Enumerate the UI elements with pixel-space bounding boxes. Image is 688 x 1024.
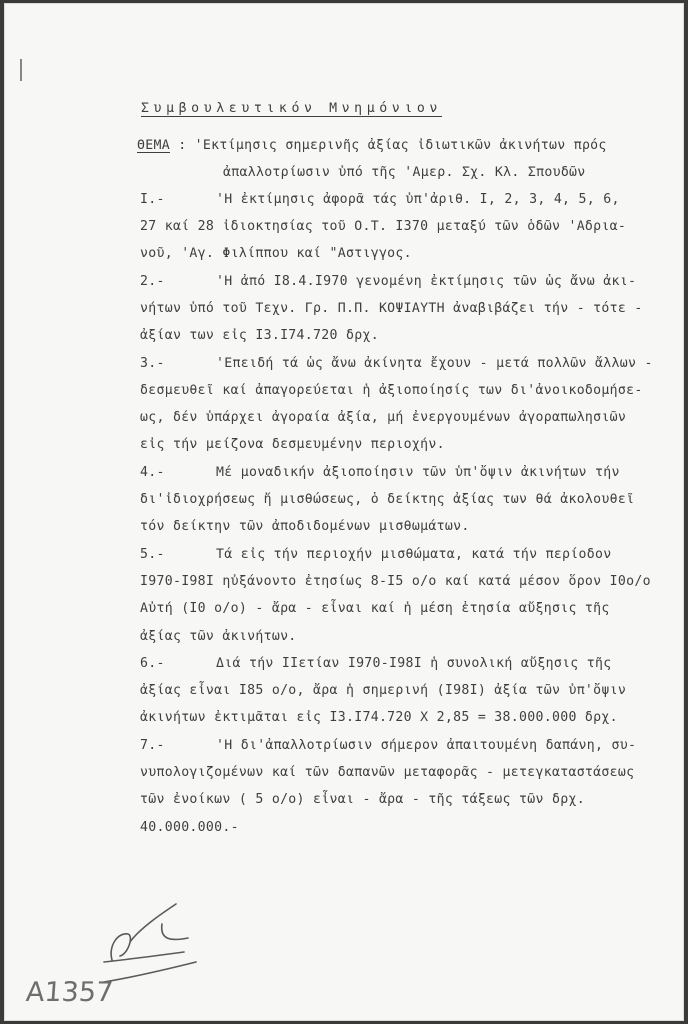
body-line (140, 246, 412, 261)
body-line (140, 601, 610, 616)
body-line (140, 765, 634, 780)
body-line (140, 574, 651, 589)
line-text: νοῦ, 'Αγ. Φιλίππου καί "Αστιγγος. (140, 246, 412, 261)
line-text: 40.000.000.- (140, 820, 239, 835)
paragraph-number: 5.- (140, 547, 165, 562)
line-text: 'Επειδή τά ὡς ἄνω ἀκίνητα ἔχουν - μετά πολλῶν ἄλλων - (216, 356, 653, 371)
paragraph-number: 4.- (140, 465, 165, 480)
line-text: 'Η ἀπό I8.4.I970 γενομένη ἐκτίμησις τῶν ὡς ἄνω ἀκι- (216, 274, 637, 289)
line-text: Αὐτή (I0 ο/ο) - ἄρα - εἶναι καί ἡ μέση ἐτησία αὔξησις τῆς (140, 601, 610, 616)
paragraph-number: 2.- (140, 274, 165, 289)
body-line (140, 274, 636, 289)
line-text: ἀκινήτων ἐκτιμᾶται εἰς I3.I74.720 Χ 2,85 = 38.000.000 δρχ. (140, 710, 618, 725)
document-title: Συμβουλευτικόν Μνημόνιον (141, 101, 442, 116)
line-text: δεσμευθεῖ καί ἀπαγορεύεται ἡ ἀξιοποίησίς των δι'ἀνοικοδομήσε- (140, 383, 643, 398)
body-line (140, 192, 620, 207)
document-page (4, 3, 684, 1021)
line-text: Διά τήν IIετίαν I970-I98I ἡ συνολική αὔξησις τῆς (216, 656, 612, 671)
handwritten-signature (84, 898, 214, 988)
body-line (140, 683, 626, 698)
body-line (140, 410, 626, 425)
line-text: ἀξίας εἶναι I85 ο/ο, ἄρα ἡ σημερινή (I98I) ἀξία τῶν ὑπ'ὄψιν (140, 683, 627, 698)
body-line (140, 219, 626, 234)
body-line (140, 437, 445, 452)
body-line (140, 383, 643, 398)
line-text: νήτων ὑπό τοῦ Τεχν. Γρ. Π.Π. ΚΟΨΙΑΥΤΗ ἀναβιβάζει τήν - τότε - (140, 301, 643, 316)
paragraph-number: 3.- (140, 356, 165, 371)
body-line (140, 301, 643, 316)
line-text: τῶν ἐνοίκων ( 5 ο/ο) εἶναι - ἄρα - τῆς τάξεως τῶν δρχ. (140, 792, 585, 807)
theme-line-2: ἀπαλλοτρίωσιν ὑπό τῆς 'Αμερ. Σχ. Κλ. Σπουδῶν (223, 165, 586, 180)
line-text: 'Η ἐκτίμησις ἀφορᾶ τάς ὑπ'ἀριθ. I, 2, 3, 4, 5, 6, (216, 192, 620, 207)
body-line (140, 820, 239, 835)
line-text: τόν δείκτην τῶν ἀποδιδομένων μισθωμάτων. (140, 519, 470, 534)
theme-label: ΘΕΜΑ (137, 138, 170, 153)
body-line (140, 738, 636, 753)
line-text: νυπολογιζομένων καί τῶν δαπανῶν μεταφορᾶς - μετεγκαταστάσεως (140, 765, 635, 780)
theme-text-1: : 'Εκτίμησις σημερινῆς ἀξίας ἰδιωτικῶν ἀκινήτων πρός (169, 138, 607, 153)
body-line (140, 356, 653, 371)
line-text: ως, δέν ὑπάρχει ἀγοραία ἀξία, μή ἐνεργουμένων ἀγοραπωλησιῶν (140, 410, 627, 425)
paragraph-number: I.- (140, 192, 165, 207)
body-line (140, 547, 612, 562)
theme-line-1 (137, 138, 607, 153)
body-line (140, 629, 297, 644)
line-text: Μέ μοναδικήν ἀξιοποίησιν τῶν ὑπ'ὄψιν ἀκινήτων τήν (216, 465, 620, 480)
line-text: εἰς τήν μείζονα δεσμευμένην περιοχήν. (140, 437, 445, 452)
line-text: I970-I98I ηὐξάνοντο ἐτησίως 8-I5 ο/ο καί κατά μέσον ὅρον I0ο/ο (140, 574, 651, 589)
body-line (140, 710, 618, 725)
pencil-tick-mark (20, 59, 22, 81)
archive-number: A1357 (24, 977, 115, 1008)
body-line (140, 792, 585, 807)
line-text: ἀξίαν των εἰς I3.I74.720 δρχ. (140, 328, 379, 343)
line-text: ἀξίας τῶν ἀκινήτων. (140, 629, 297, 644)
body-line (140, 656, 612, 671)
body-line (140, 492, 634, 507)
line-text: 'Η δι'ἀπαλλοτρίωσιν σήμερον ἀπαιτουμένη δαπάνη, συ- (216, 738, 637, 753)
line-text: Τά εἰς τήν περιοχήν μισθώματα, κατά τήν περίοδον (216, 547, 612, 562)
line-text: 27 καί 28 ἰδιοκτησίας τοῦ Ο.Τ. I370 μεταξύ τῶν ὁδῶν 'Αδρια- (140, 219, 627, 234)
paragraph-number: 6.- (140, 656, 165, 671)
body-line (140, 465, 620, 480)
line-text: δι'ἰδιοχρήσεως ἤ μισθώσεως, ὁ δείκτης ἀξίας των θά ἀκολουθεῖ (140, 492, 635, 507)
body-line (140, 328, 379, 343)
paragraph-number: 7.- (140, 738, 165, 753)
body-line (140, 519, 470, 534)
